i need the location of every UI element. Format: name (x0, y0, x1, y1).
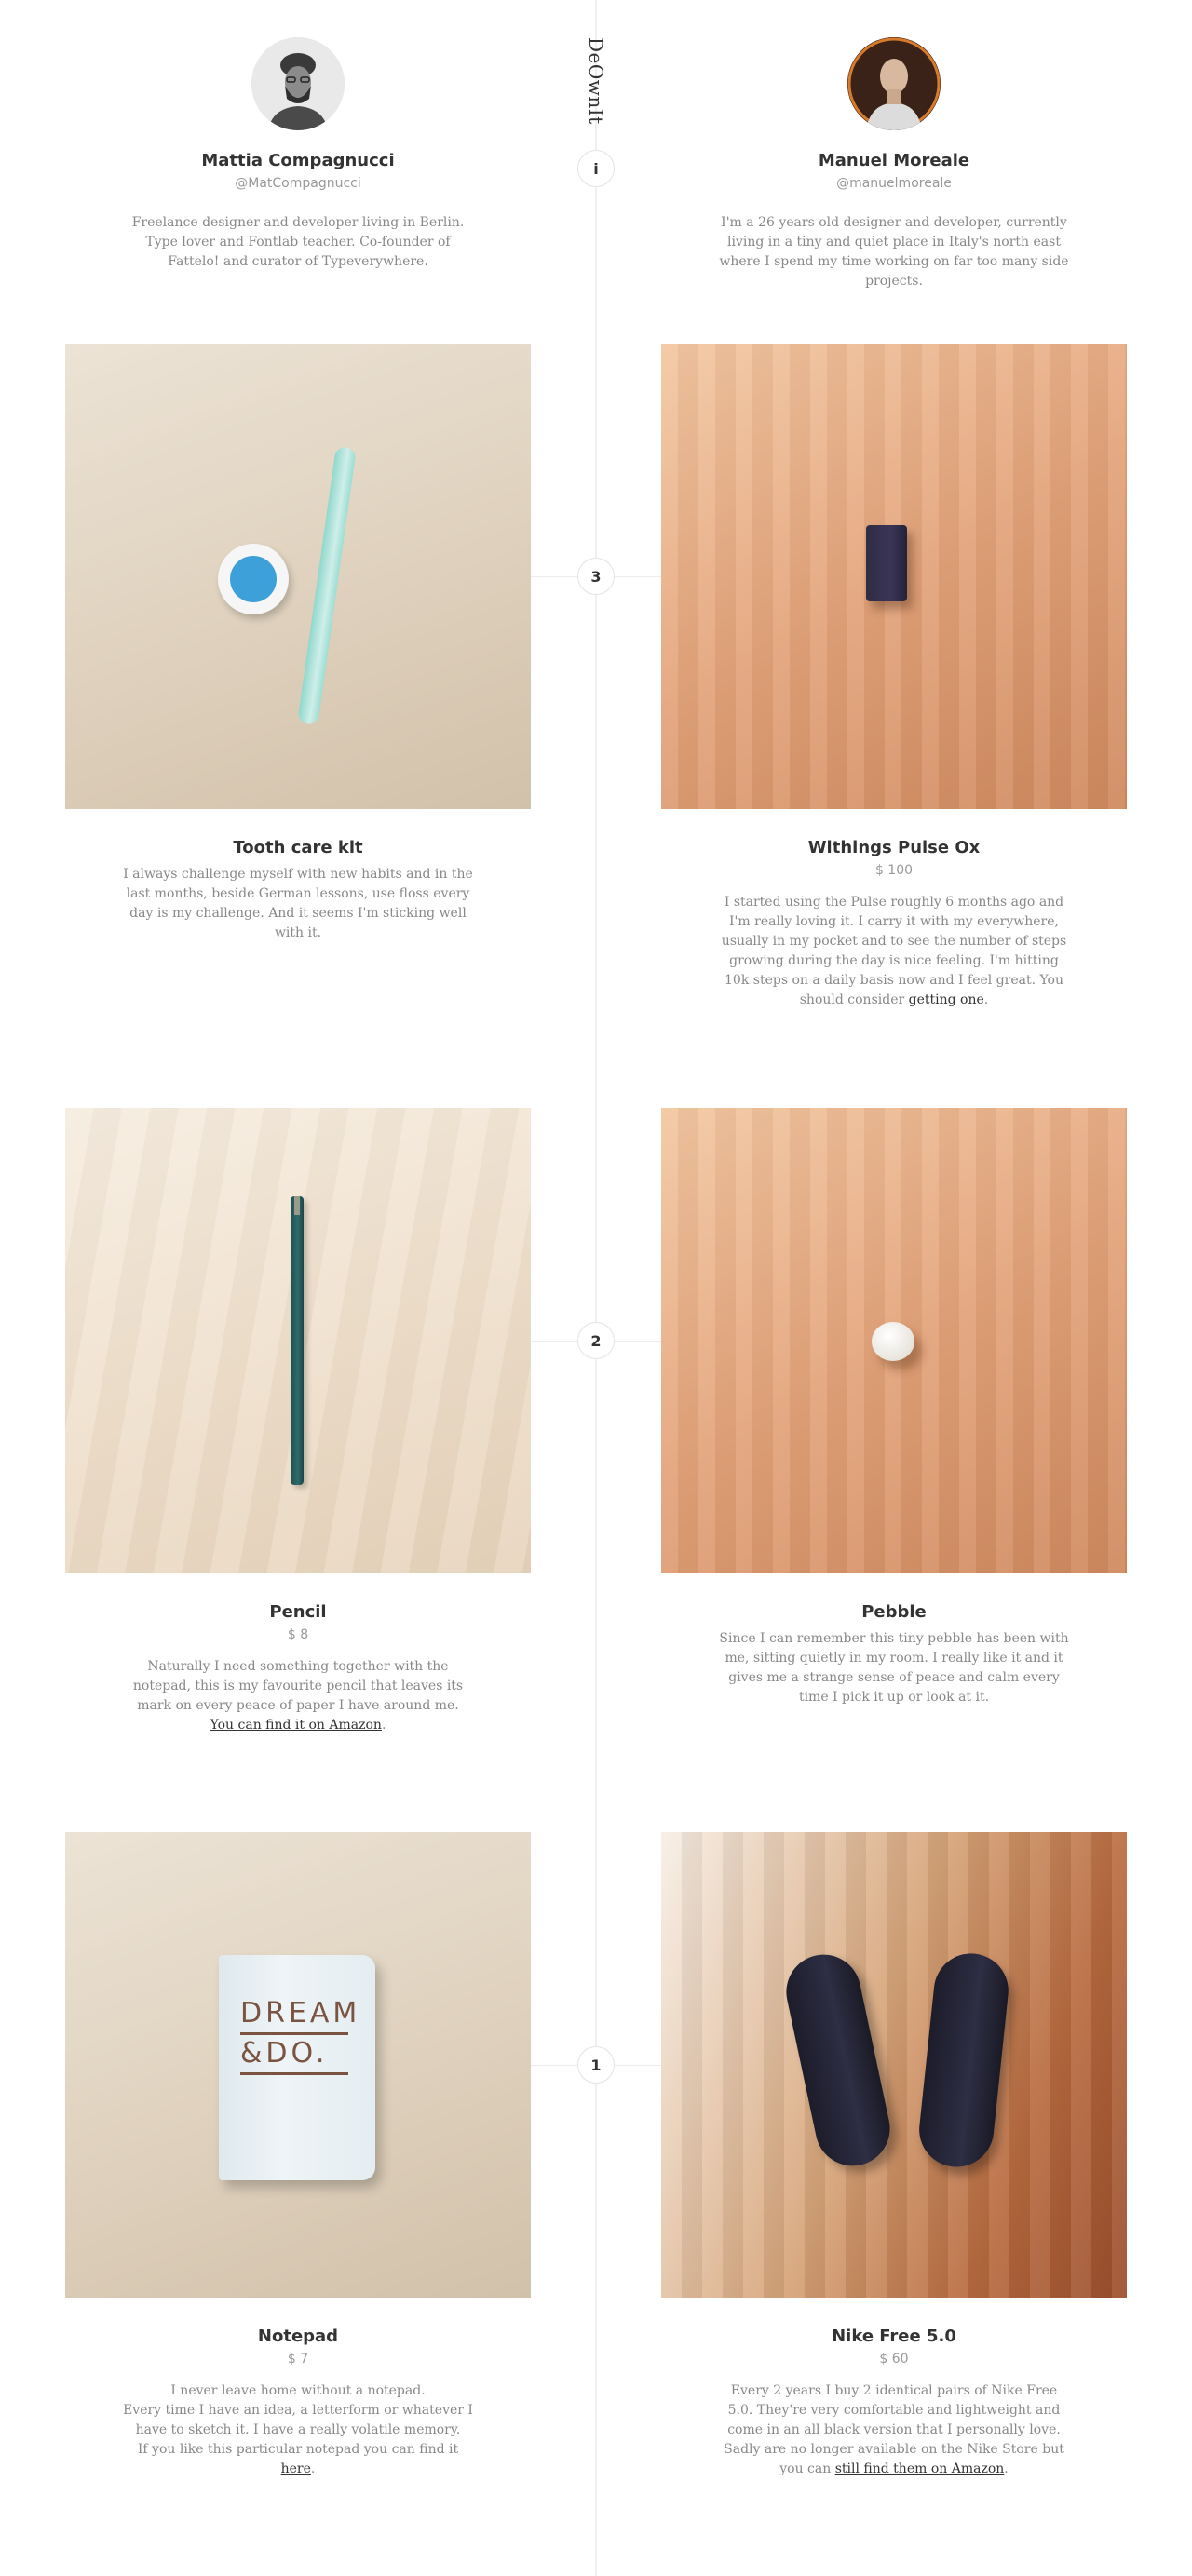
item-description-line: Every time I have an idea, a letterform or whatever I have to sketch it. I have a really volatile memory. (123, 2403, 473, 2437)
profile-left (121, 37, 475, 272)
item-price: $ 60 (879, 2352, 909, 2367)
item-description-line: I never leave home without a notepad. (170, 2383, 426, 2398)
item-description (717, 893, 1071, 1010)
item-title: Nike Free 5.0 (832, 2326, 956, 2346)
row-connector (615, 2065, 661, 2066)
avatar (251, 37, 345, 130)
item-number: 3 (590, 567, 602, 586)
item-caption-nike-free (717, 2326, 1071, 2479)
item-number-badge (577, 558, 615, 595)
item-description-end: . (983, 992, 989, 1007)
notebook-text-line1: DREAM (240, 1997, 361, 2030)
profile-handle[interactable]: @manuelmoreale (836, 176, 952, 191)
item-title: Notepad (257, 2326, 339, 2346)
notepad-photo[interactable] (65, 1832, 531, 2298)
tooth-care-kit-photo[interactable] (65, 344, 531, 809)
withings-pulse-ox-photo[interactable] (661, 344, 1127, 809)
pencil-photo[interactable] (65, 1108, 531, 1573)
profile-handle[interactable]: @MatCompagnucci (235, 176, 361, 191)
avatar-portrait-icon (847, 37, 941, 130)
item-caption-withings-pulse-ox (717, 838, 1071, 1010)
item-description-end: . (381, 1718, 386, 1733)
item-description-line: If you like this particular notepad you can find it (137, 2442, 459, 2457)
item-description-end: . (1004, 2461, 1009, 2476)
item-title: Pencil (269, 1602, 327, 1622)
item-description (121, 1657, 475, 1735)
item-caption-tooth-care-kit (121, 838, 475, 943)
item-description (121, 2381, 475, 2479)
item-number: 1 (590, 2056, 602, 2074)
profile-bio: Freelance designer and developer living in Berlin. Type lover and Fontlab teacher. Co-founder of Fattelo! and curator of Typeverywhere. (131, 215, 465, 269)
item-description (717, 2381, 1071, 2479)
row-connector (615, 1341, 661, 1342)
row-connector (531, 2065, 577, 2066)
row-connector (615, 576, 661, 577)
item-caption-pencil (121, 1602, 475, 1735)
item-title: Pebble (861, 1602, 927, 1622)
site-logo[interactable] (577, 37, 615, 125)
item-price: $ 8 (287, 1627, 309, 1642)
avatar (847, 37, 941, 130)
item-description-text: Naturally I need something together with the notepad, this is my favourite pencil that leaves its mark on every peace of paper I have around me. (132, 1659, 464, 1713)
profile-right (717, 37, 1071, 291)
item-title: Withings Pulse Ox (807, 838, 981, 857)
item-number: 2 (590, 1331, 602, 1350)
item-number-badge (577, 1322, 615, 1359)
item-description-text: I started using the Pulse roughly 6 months ago and I'm really loving it. I carry it with my everywhere, usually in my pocket and to see the number of steps growing during the day is nice feeling. I'm hitting 10k steps on a daily basis now and I feel great. You should consider (721, 895, 1067, 1007)
notebook-text-line2: &DO. (240, 2037, 329, 2070)
item-caption-notepad (121, 2326, 475, 2479)
center-divider (595, 0, 597, 2576)
item-title: Tooth care kit (233, 838, 363, 857)
notepad-here-link[interactable]: here (280, 2461, 311, 2476)
nike-free-photo[interactable] (661, 1832, 1127, 2298)
item-price: $ 100 (874, 863, 914, 878)
info-icon: i (593, 159, 599, 178)
row-connector (531, 1341, 577, 1342)
item-description-text: Every 2 years I buy 2 identical pairs of Nike Free 5.0. They're very comfortable and lightweight and come in an all black version that I personally love. Sadly are no longer available on the Nike Store but you can (724, 2383, 1064, 2476)
site-brand-text: DeOwnIt (585, 37, 607, 125)
item-price: $ 7 (287, 2352, 309, 2367)
getting-one-link[interactable]: getting one (908, 992, 984, 1007)
info-button[interactable] (577, 150, 615, 187)
profile-name: Mattia Compagnucci (201, 151, 395, 170)
amazon-pencil-link[interactable]: You can find it on Amazon (210, 1718, 382, 1733)
item-number-badge (577, 2046, 615, 2084)
profile-name: Manuel Moreale (818, 151, 970, 170)
item-caption-pebble (717, 1602, 1071, 1707)
nike-amazon-link[interactable]: still find them on Amazon (834, 2461, 1005, 2476)
avatar-portrait-icon (251, 37, 345, 130)
item-description-end: . (310, 2461, 316, 2476)
pebble-photo[interactable] (661, 1108, 1127, 1573)
row-connector (531, 576, 577, 577)
item-description: Since I can remember this tiny pebble has been with me, sitting quietly in my room. I really like it and it gives me a strange sense of peace and calm every time I pick it up or look at it. (719, 1631, 1069, 1705)
item-description: I always challenge myself with new habits and in the last months, beside German lessons, use floss every day is my challenge. And it seems I'm sticking well with it. (123, 867, 473, 940)
profile-bio: I'm a 26 years old designer and developer, currently living in a tiny and quiet place in Italy's north east where I spend my time working on far too many side projects. (719, 215, 1069, 289)
